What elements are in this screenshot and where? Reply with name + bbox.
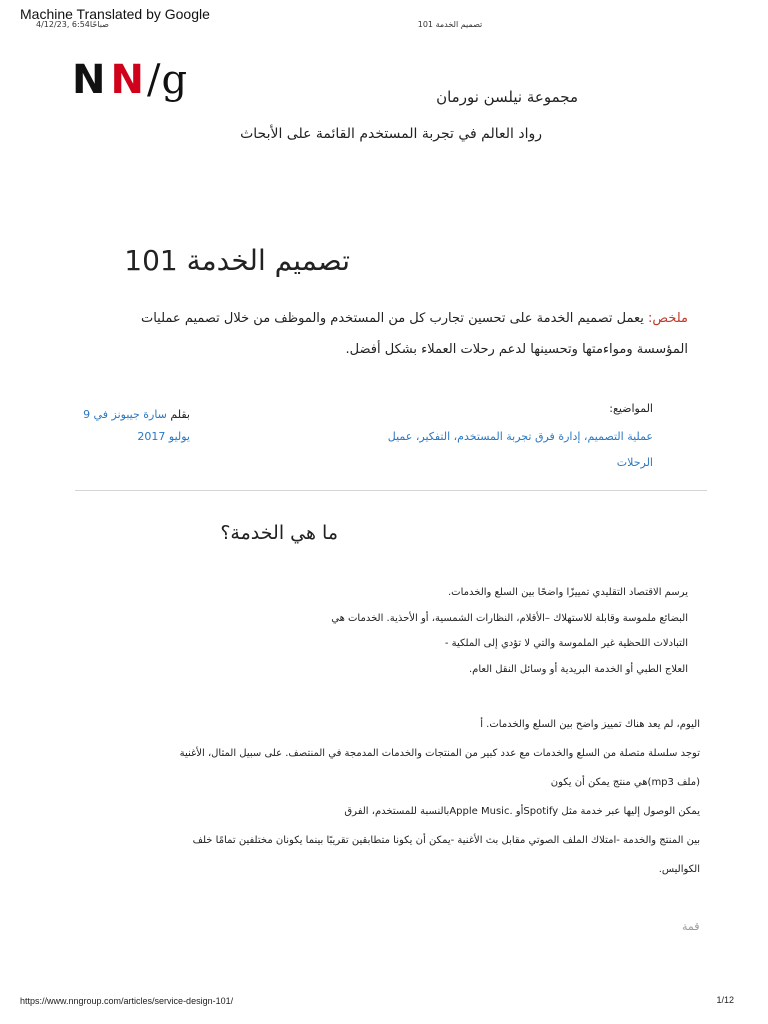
paragraph-2-line: (ملف mp3)هي منتج يمكن أن يكون bbox=[550, 777, 700, 788]
byline-date-start: في 9 bbox=[83, 408, 108, 421]
byline-line-1 bbox=[72, 404, 190, 426]
paragraph-1-line: يرسم الاقتصاد التقليدي تمييزًا واضحًا بين السلع والخدمات. bbox=[448, 587, 688, 598]
paragraph-1-line: التبادلات اللحظية غير الملموسة والتي لا تؤدي إلى الملكية - bbox=[444, 638, 688, 649]
nng-logo[interactable] bbox=[72, 58, 188, 102]
org-name: مجموعة نيلسن نورمان bbox=[436, 88, 578, 106]
topic-links-line-2[interactable]: الرحلات bbox=[616, 456, 653, 469]
topics-links bbox=[333, 424, 653, 476]
divider bbox=[75, 490, 707, 491]
org-tagline: رواد العالم في تجربة المستخدم القائمة على الأبحاث bbox=[240, 126, 542, 142]
topic-links-line-1[interactable]: عملية التصميم، إدارة فرق تجربة المستخدم، التفكير، عميل bbox=[387, 430, 653, 443]
paragraph-2-line: اليوم، لم يعد هناك تمييز واضح بين السلع والخدمات. أ bbox=[480, 719, 700, 730]
paragraph-2-line: بين المنتج والخدمة -امتلاك الملف الصوتي مقابل بث الأغنية -يمكن أن يكونا متطابقين تقريبًا بينما يكونان مختلفين تمامًا خلف bbox=[192, 835, 700, 846]
paragraph-1 bbox=[48, 580, 688, 682]
page-number: 1/12 bbox=[716, 995, 734, 1005]
summary-line-2: المؤسسة ومواءمتها وتحسينها لدعم رحلات العملاء بشكل أفضل. bbox=[345, 342, 688, 357]
paragraph-2-line: الكواليس. bbox=[658, 864, 700, 875]
topics-label: المواضيع: bbox=[609, 402, 653, 415]
paragraph-1-line: البضائع ملموسة وقابلة للاستهلاك –الأقلام، النظارات الشمسية، أو الأحذية. الخدمات هي bbox=[331, 612, 688, 624]
summary-line-1 bbox=[68, 303, 688, 334]
author-link[interactable]: سارة جيبونز bbox=[111, 408, 167, 421]
byline bbox=[72, 404, 190, 448]
summary-label: ملخص: bbox=[648, 311, 688, 326]
section-heading: ما هي الخدمة؟ bbox=[220, 522, 338, 544]
machine-translation-banner: Machine Translated by Google bbox=[20, 6, 210, 22]
article-summary bbox=[68, 303, 688, 365]
back-to-top-link[interactable]: قمة bbox=[682, 920, 700, 933]
paragraph-2 bbox=[60, 710, 700, 884]
byline-date: يوليو 2017 bbox=[137, 430, 190, 443]
logo-slash: / bbox=[146, 57, 162, 103]
footer-url: https://www.nngroup.com/articles/service-design-101/ bbox=[20, 996, 234, 1006]
article-title: تصميم الخدمة 101 bbox=[124, 244, 350, 277]
print-date: 4/12/23, 6:54صباحًا bbox=[36, 20, 109, 29]
byline-prefix: بقلم bbox=[170, 408, 190, 421]
print-page-title: تصميم الخدمة 101 bbox=[417, 20, 483, 29]
summary-text-1: يعمل تصميم الخدمة على تحسين تجارب كل من المستخدم والموظف من خلال تصميم عمليات bbox=[140, 311, 649, 326]
logo-letter-g: g bbox=[161, 57, 189, 103]
paragraph-2-line: توجد سلسلة متصلة من السلع والخدمات مع عدد كبير من المنتجات والخدمات المدمجة في المنتصف. على سبيل المثال، الأغنية bbox=[179, 748, 700, 759]
paragraph-2-line: يمكن الوصول إليها عبر خدمة مثل Spotifyأو .Apple Musicبالنسبة للمستخدم، الفرق bbox=[344, 806, 700, 817]
logo-letter-n1: N bbox=[72, 57, 107, 103]
logo-letter-n2: N bbox=[110, 57, 145, 103]
paragraph-1-line: العلاج الطبي أو الخدمة البريدية أو وسائل النقل العام. bbox=[468, 663, 688, 675]
